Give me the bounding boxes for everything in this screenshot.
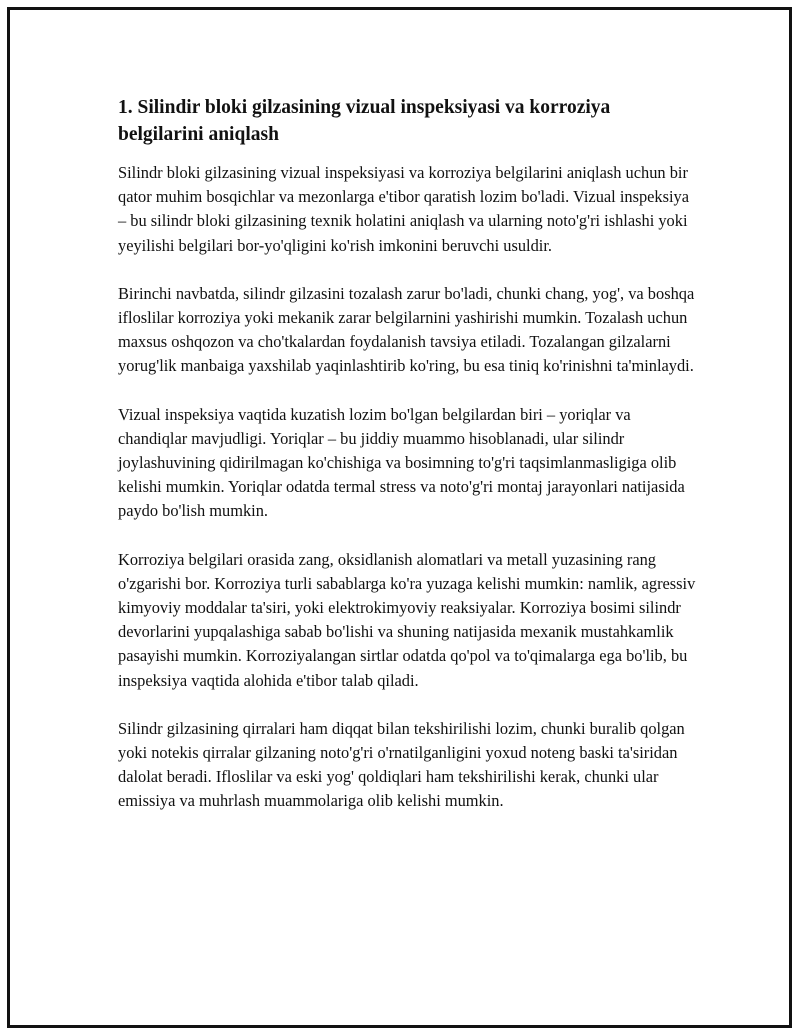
- paragraph-intro: Silindr bloki gilzasining vizual inspeksiyasi va korroziya belgilarini aniqlash uchun bir qator muhim bosqichlar va mezonlarga e'tibor qaratish lozim bo'ladi. Vizual inspeksiya – bu silindr bloki gilzasining texnik holatini aniqlash va ularning noto'g'ri ishlashi yoki yeyilishi belgilari bor-yo'qligini ko'rish imkonini beruvchi usuldir.: [118, 163, 690, 255]
- paragraph-cleaning: Birinchi navbatda, silindr gilzasini tozalash zarur bo'ladi, chunki chang, yog', va boshqa ifloslilar korroziya yoki mekanik zarar belgilarnini yashirishi mumkin. Tozalash uchun maxsus oshqozon va cho'tkalardan foydalanish tavsiya etiladi. Tozalangan gilzalarni yorug'lik manbaiga yaxshilab yaqinlashtirib ko'ring, bu esa tiniq ko'rinishni ta'minlaydi.: [118, 283, 695, 376]
- section-heading: 1. Silindir bloki gilzasining vizual inspeksiyasi va korroziya belgilarini aniqlash: [118, 97, 611, 145]
- paragraph-edges: Silindr gilzasining qirralari ham diqqat bilan tekshirilishi lozim, chunki buralib qolgan yoki notekis qirralar gilzaning noto'g'ri o'rnatilganligini yoxud noteng baski ta'siridan dalolat beradi. Ifloslilar va eski yog' qoldiqlari ham tekshirilishi kerak, chunki ular emissiya va muhrlash muammolariga olib kelishi mumkin.: [118, 718, 685, 811]
- paragraph-corrosion: Korroziya belgilari orasida zang, oksidlanish alomatlari va metall yuzasining rang o'zgarishi bor. Korroziya turli sabablarga ko'ra yuzaga kelishi mumkin: namlik, agressiv kimyoviy moddalar ta'siri, yoki elektrokimyoviy reaksiyalar. Korroziya bosimi silindr devorlarini yupqalashiga sabab bo'lishi va shuning natijasida mexanik mustahkamlik pasayishi mumkin. Korroziyalangan sirtlar odatda qo'pol va to'qimalarga ega bo'lib, bu inspeksiya vaqtida alohida e'tibor talab qiladi.: [118, 549, 696, 690]
- document-body: [118, 94, 698, 838]
- paragraph-cracks: Vizual inspeksiya vaqtida kuzatish lozim bo'lgan belgilardan biri – yoriqlar va chandiqlar mavjudligi. Yoriqlar – bu jiddiy muammo hisoblanadi, ular silindr joylashuvining qidirilmagan ko'chishiga va bosimning to'g'ri taqsimlanmasligiga olib kelishi mumkin. Yoriqlar odatda termal stress va noto'g'ri montaj jarayonlari natijasida paydo bo'lish mumkin.: [118, 404, 685, 521]
